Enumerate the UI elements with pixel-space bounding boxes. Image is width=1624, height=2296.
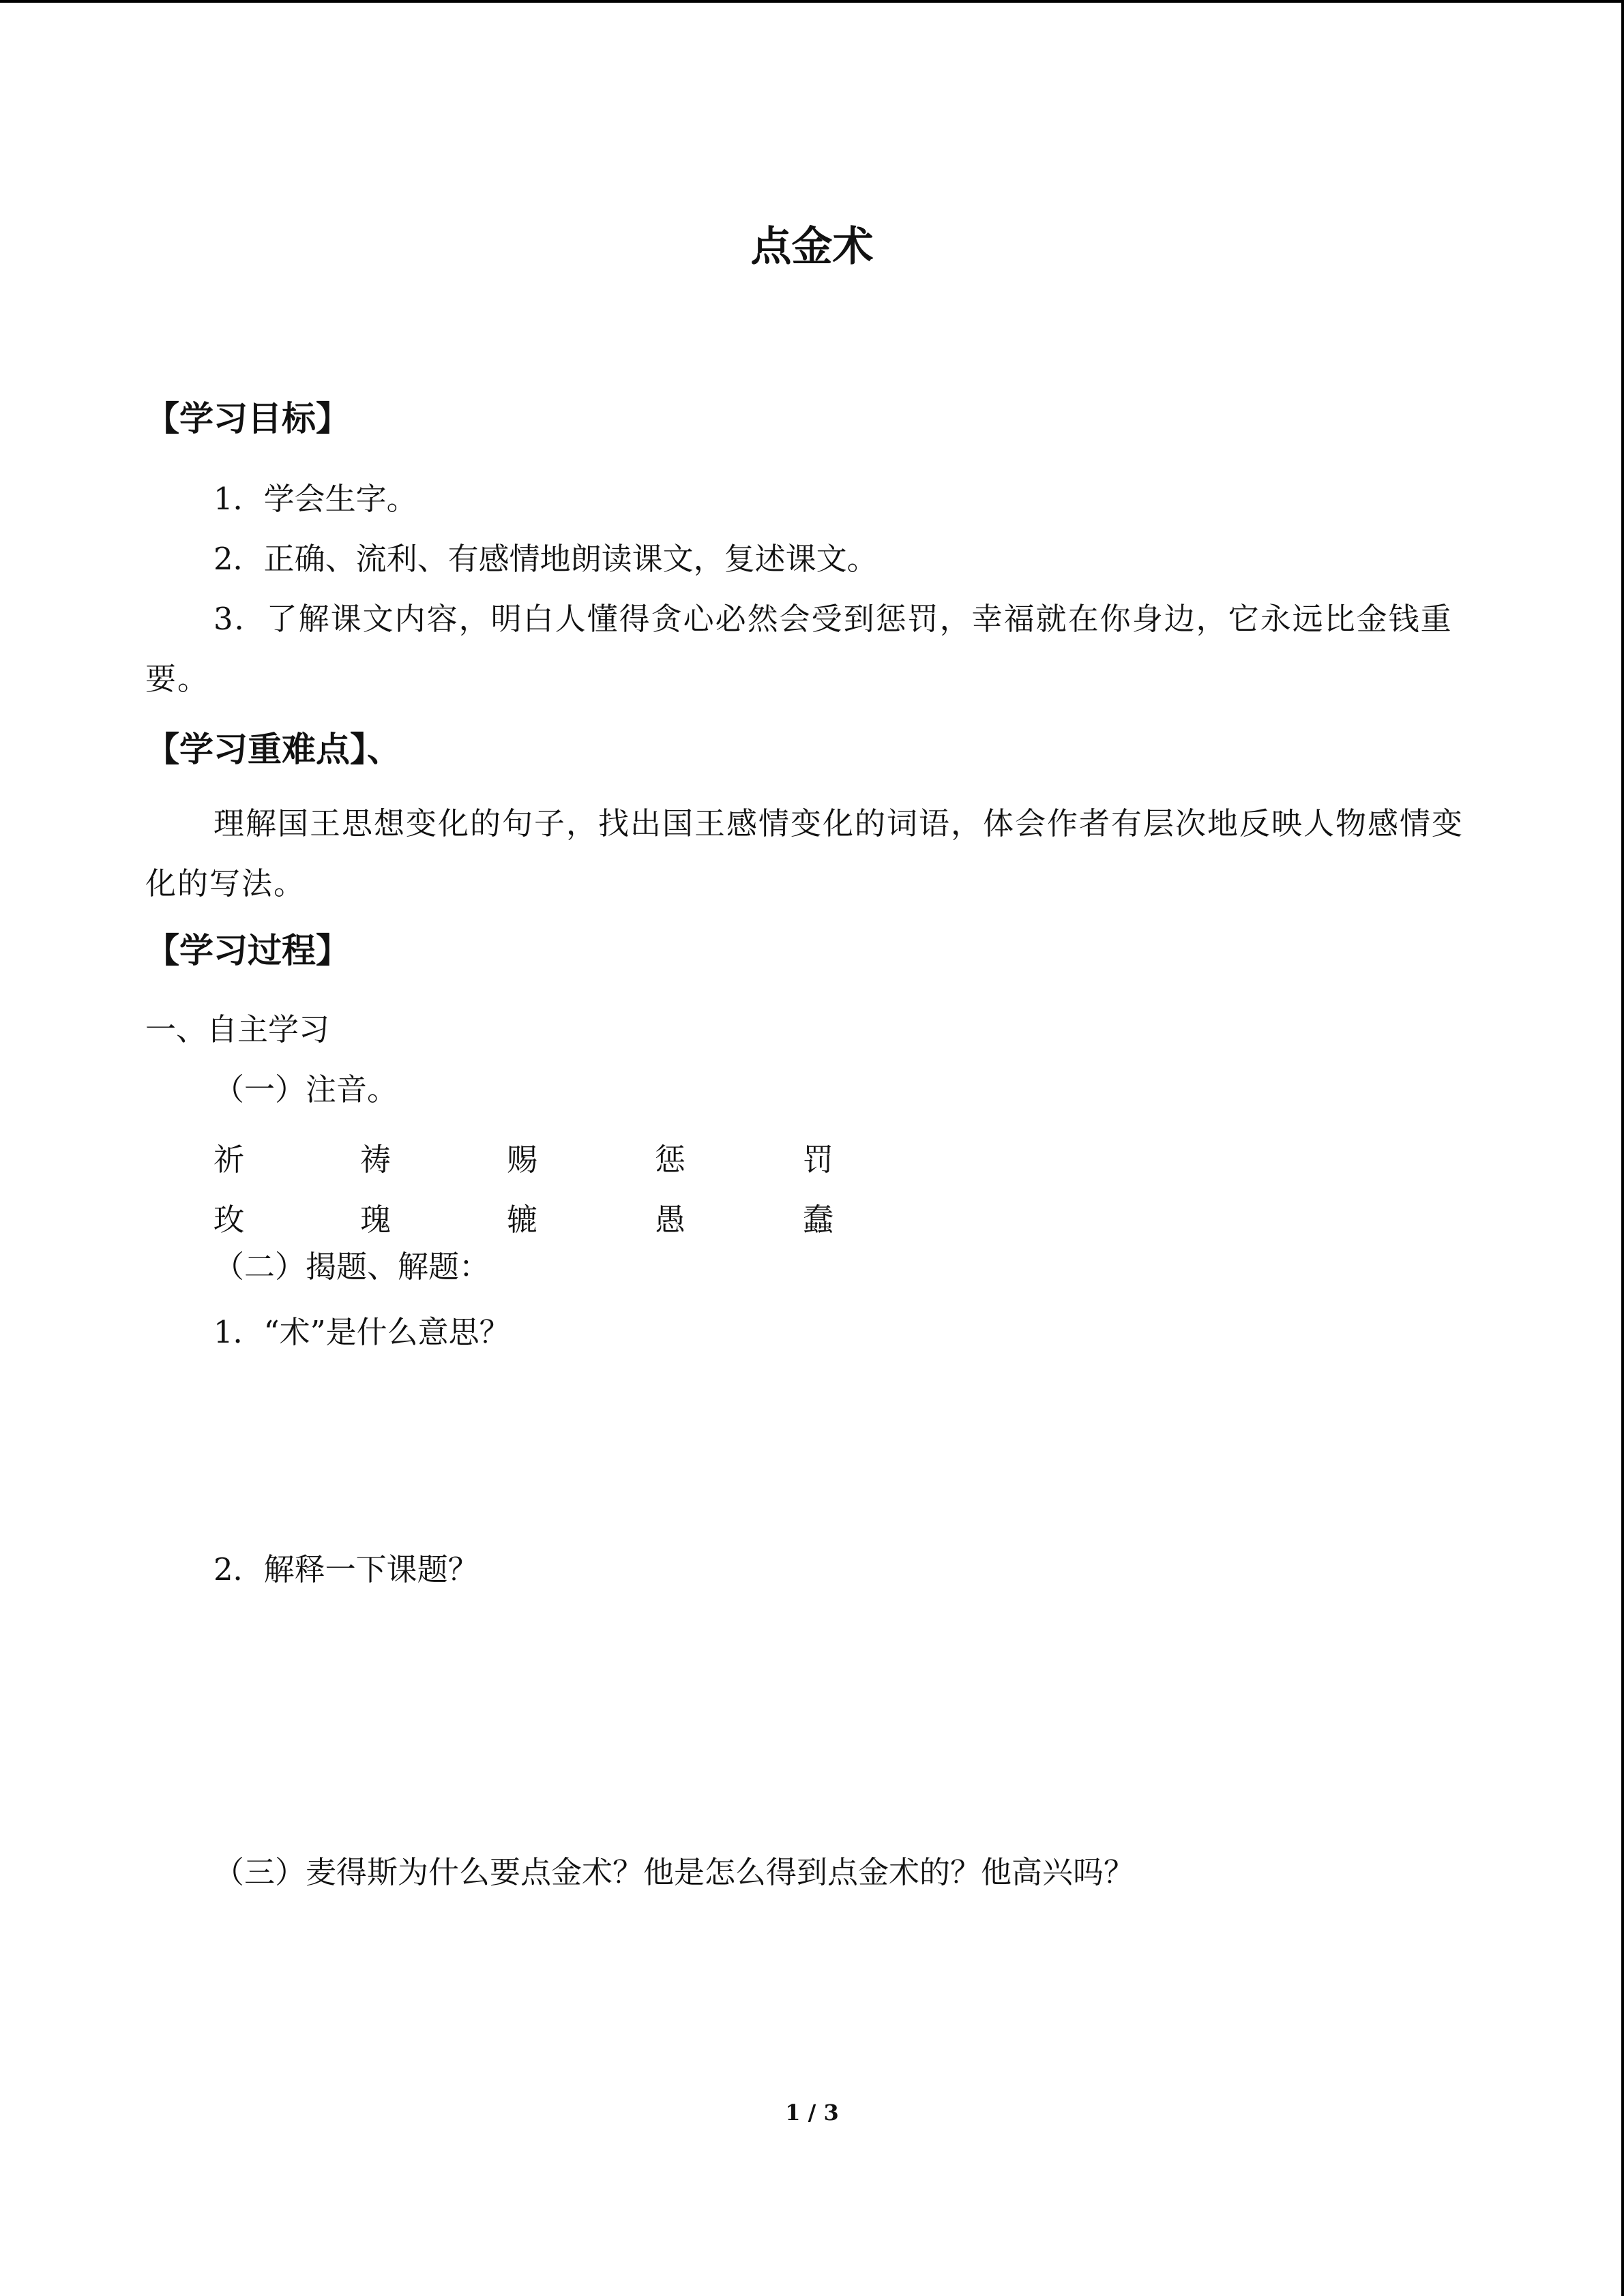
- char-cell: 辘: [507, 1202, 538, 1238]
- sub-section-3: （三）麦得斯为什么要点金术？他是怎么得到点金术的？他高兴吗？: [213, 1854, 1135, 1890]
- process-heading: 【学习过程】: [145, 931, 350, 970]
- page-number: 1 / 3: [785, 2100, 839, 2126]
- goal-item-2: 2．正确、流利、有感情地朗读课文，复述课文。: [213, 541, 878, 577]
- char-cell: 玫: [213, 1202, 245, 1238]
- char-cell: 愚: [655, 1202, 686, 1238]
- sub-section-2: （二）揭题、解题：: [213, 1249, 490, 1285]
- key-points-heading: 【学习重难点】、: [145, 730, 401, 769]
- char-cell: 祈: [213, 1142, 245, 1178]
- char-cell: 祷: [360, 1142, 392, 1178]
- goal-item-3: 3．了解课文内容，明白人懂得贪心必然会受到惩罚，幸福就在你身边，它永远比金钱重要。: [145, 601, 1453, 697]
- char-cell: 赐: [507, 1142, 538, 1178]
- goals-heading: 【学习目标】: [145, 399, 350, 438]
- question-2: 2．解释一下课题？: [213, 1551, 479, 1587]
- goal-item-1: 1．学会生字。: [213, 481, 417, 517]
- char-cell: 惩: [655, 1142, 686, 1178]
- sub-section-1: （一）注音。: [213, 1071, 398, 1107]
- document-title: 点金术: [750, 223, 874, 271]
- char-cell: 罚: [803, 1142, 834, 1178]
- part-1-title: 一、自主学习: [145, 1011, 330, 1047]
- char-cell: 瑰: [360, 1202, 392, 1238]
- char-cell: 蠢: [803, 1202, 834, 1238]
- question-1: 1．“术”是什么意思？: [213, 1314, 510, 1350]
- key-points-text: 理解国王思想变化的句子，找出国王感情变化的词语，体会作者有层次地反映人物感情变化的写法。: [145, 805, 1464, 901]
